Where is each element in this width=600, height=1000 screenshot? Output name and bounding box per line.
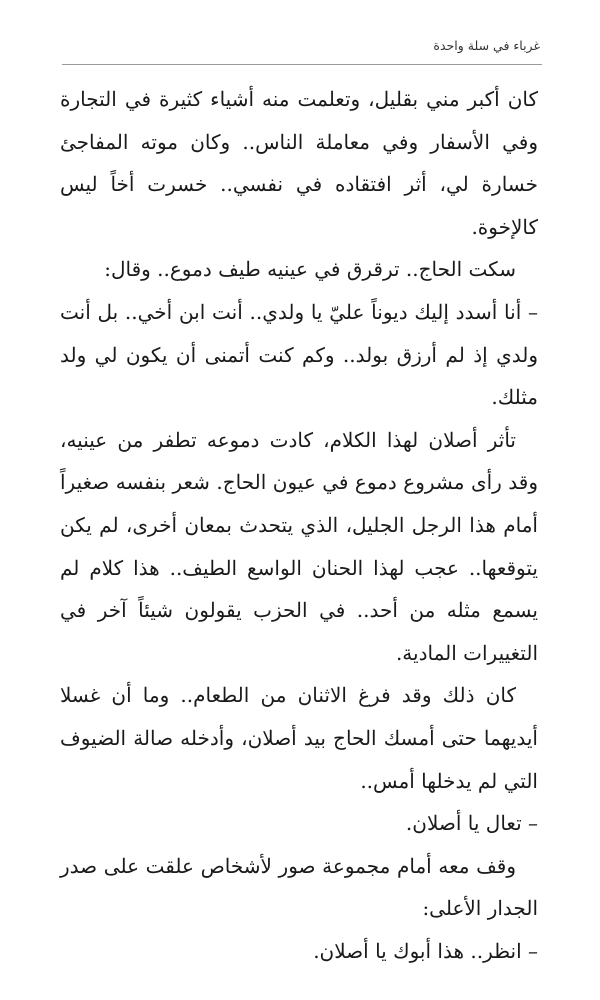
paragraph: تأثر أصلان لهذا الكلام، كادت دموعه تطفر من عينيه، وقد رأى مشروع دموع في عيون الحاج. شعر بنفسه صغيراً أمام هذا الرجل الجليل، الذي يتحدث بمعان أخرى، لم يكن يتوقعها.. عجب لهذا الحنان الواسع الطيف.. هذا كلام لم يسمع مثله من أحد.. في الحزب يقولون شيئاً آخر في التغييرات المادية. bbox=[60, 427, 538, 665]
paragraph: كان ذلك وقد فرغ الاثنان من الطعام.. وما أن غسلا أيديهما حتى أمسك الحاج بيد أصلان، وأدخله صالة الضيوف التي لم يدخلها أمس.. bbox=[60, 683, 538, 793]
dialogue-paragraph: – أنا أسدد إليك ديوناً عليّ يا ولدي.. أنت ابن أخي.. بل أنت ولدي إذ لم أرزق بولد.. وكم كنت أتمنى أن يكون لي ولد مثلك. bbox=[60, 299, 538, 410]
running-header: غرباء في سلة واحدة bbox=[433, 38, 540, 53]
paragraph: كان أكبر مني بقليل، وتعلمت منه أشياء كثيرة في التجارة وفي الأسفار وفي معاملة الناس.. وكان موته المفاجئ خسارة لي، أثر افتقاده في نفسي.. خسرت أخاً ليس كالإخوة. bbox=[60, 87, 539, 239]
paragraph: وقف معه أمام مجموعة صور لأشخاص علقت على صدر الجدار الأعلى: bbox=[60, 853, 538, 921]
dialogue-paragraph: – تعال يا أصلان. bbox=[405, 811, 538, 836]
header-rule bbox=[62, 64, 542, 65]
dialogue-paragraph: – انظر.. هذا أبوك يا أصلان. bbox=[313, 938, 538, 963]
paragraph: سكت الحاج.. ترقرق في عينيه طيف دموع.. وقال: bbox=[104, 257, 516, 282]
body-text bbox=[60, 78, 538, 972]
